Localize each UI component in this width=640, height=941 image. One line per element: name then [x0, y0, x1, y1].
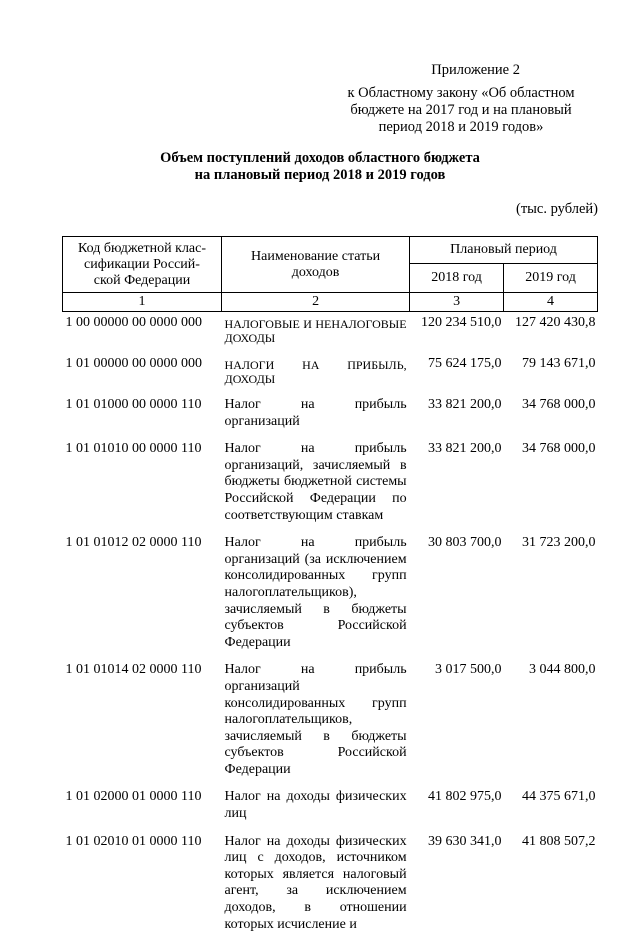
- title-line-2: на плановый период 2018 и 2019 годов: [0, 167, 640, 184]
- row-value-2018: 75 624 175,0: [410, 353, 504, 394]
- law-reference-line-3: период 2018 и 2019 годов»: [330, 119, 592, 136]
- table-row: [63, 438, 598, 532]
- row-code: 1 01 02000 01 0000 110: [63, 786, 222, 830]
- column-number: 4: [504, 293, 598, 312]
- title-line-1: Объем поступлений доходов областного бюджета: [0, 150, 640, 167]
- table-body: [63, 312, 598, 941]
- table-row: [63, 353, 598, 394]
- row-value-2019: 34 768 000,0: [504, 438, 598, 532]
- row-value-2018: 3 017 500,0: [410, 659, 504, 786]
- row-code: 1 01 01014 02 0000 110: [63, 659, 222, 786]
- units-label: (тыс. рублей): [516, 201, 598, 218]
- row-name: Налог на доходы физических лиц: [222, 786, 410, 830]
- row-value-2019: 31 723 200,0: [504, 532, 598, 659]
- table-row: [63, 312, 598, 354]
- row-value-2018: 33 821 200,0: [410, 438, 504, 532]
- header-planned-period: Плановый период: [410, 237, 598, 264]
- row-value-2019: 34 768 000,0: [504, 394, 598, 438]
- law-reference-line-1: к Областному закону «Об областном: [330, 85, 592, 102]
- row-value-2019: 127 420 430,8: [504, 312, 598, 354]
- header-code-line-2: сификации Россий-: [66, 257, 218, 273]
- table-row: [63, 394, 598, 438]
- row-value-2019: 79 143 671,0: [504, 353, 598, 394]
- header-year-2018: 2018 год: [410, 264, 504, 293]
- column-number: 1: [63, 293, 222, 312]
- column-number: 3: [410, 293, 504, 312]
- row-value-2018: 33 821 200,0: [410, 394, 504, 438]
- header-year-2019: 2019 год: [504, 264, 598, 293]
- row-value-2018: 30 803 700,0: [410, 532, 504, 659]
- header-row-1: [63, 237, 598, 264]
- column-number-row: [63, 293, 598, 312]
- table-row: [63, 659, 598, 786]
- row-name: Налог на прибыль организаций консолидированных групп налогоплательщиков, зачисляемый в бюджеты субъектов Российской Федерации: [222, 659, 410, 786]
- row-value-2019: 41 808 507,2: [504, 831, 598, 941]
- header-name: [222, 237, 410, 293]
- header-name-line-1: Наименование статьи: [225, 249, 406, 265]
- header-name-line-2: доходов: [225, 265, 406, 281]
- row-name: Налог на прибыль организаций: [222, 394, 410, 438]
- row-name: НАЛОГОВЫЕ И НЕНАЛОГОВЫЕ ДОХОДЫ: [222, 312, 410, 354]
- row-code: 1 01 01000 00 0000 110: [63, 394, 222, 438]
- table-row: [63, 532, 598, 659]
- row-name: НАЛОГИ НА ПРИБЫЛЬ, ДОХОДЫ: [222, 353, 410, 394]
- table-row: [63, 786, 598, 830]
- row-code: 1 01 02010 01 0000 110: [63, 831, 222, 941]
- row-code: 1 01 01010 00 0000 110: [63, 438, 222, 532]
- row-name: Налог на прибыль организаций (за исключением консолидированных групп налогоплательщиков), зачисляемый в бюджеты субъектов Российской Федерации: [222, 532, 410, 659]
- row-value-2019: 3 044 800,0: [504, 659, 598, 786]
- row-value-2018: 39 630 341,0: [410, 831, 504, 941]
- document-title: [0, 150, 640, 184]
- table-header: [63, 237, 598, 312]
- row-value-2018: 120 234 510,0: [410, 312, 504, 354]
- header-code-line-1: Код бюджетной клас-: [66, 241, 218, 257]
- header-code-line-3: ской Федерации: [66, 273, 218, 289]
- table-row: [63, 831, 598, 941]
- row-value-2018: 41 802 975,0: [410, 786, 504, 830]
- row-code: 1 00 00000 00 0000 000: [63, 312, 222, 354]
- row-name: Налог на доходы физических лиц с доходов, источником которых является налоговый агент, за исключением доходов, в отношении которых исчисление и: [222, 831, 410, 941]
- column-number: 2: [222, 293, 410, 312]
- row-value-2019: 44 375 671,0: [504, 786, 598, 830]
- row-code: 1 01 00000 00 0000 000: [63, 353, 222, 394]
- revenue-table: [62, 236, 598, 941]
- row-name: Налог на прибыль организаций, зачисляемый в бюджеты бюджетной системы Российской Федерации по соответствующим ставкам: [222, 438, 410, 532]
- header-code: [63, 237, 222, 293]
- appendix-label: Приложение 2: [330, 62, 592, 79]
- law-reference-line-2: бюджете на 2017 год и на плановый: [330, 102, 592, 119]
- appendix-header: [330, 62, 592, 136]
- row-code: 1 01 01012 02 0000 110: [63, 532, 222, 659]
